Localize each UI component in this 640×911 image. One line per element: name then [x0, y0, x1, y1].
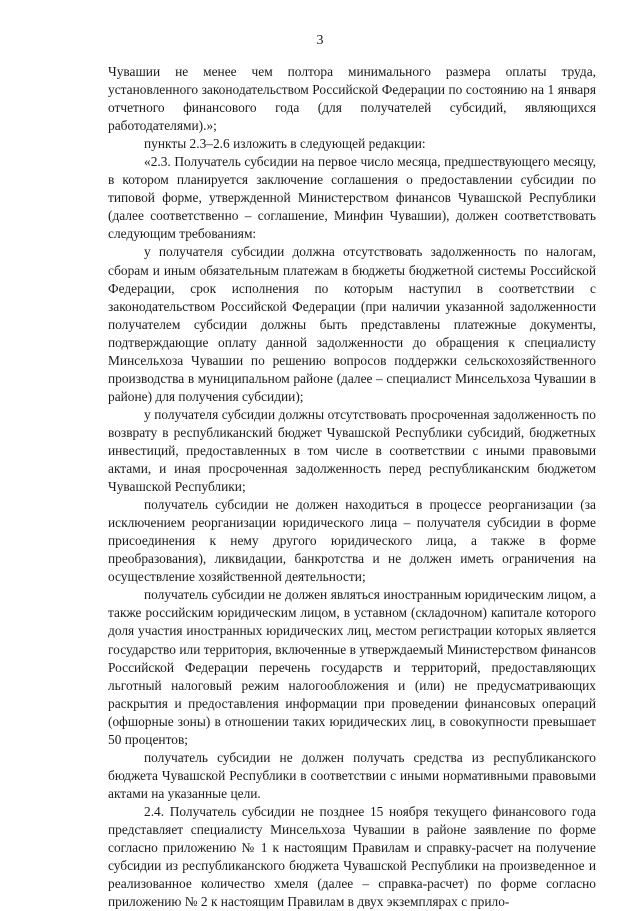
- page-number: 3: [316, 33, 324, 48]
- paragraph-tax-debt-requirement: у получателя субсидии должна отсутствовать задолженность по налогам, сборам и иным обязательным платежам в бюджеты бюджетной системы Российской Федерации, срок исполнения по которым наступил в соответствии с законодательством Российской Федерации (при наличии указанной задолженности получателем субсидии должны быть представлены платежные документы, подтверждающие оплату данной задолженности до обращения к специалисту Минсельхоза Чувашии по решению вопросов поддержки сельскохозяйственного производства в муниципальном районе (далее – специалист Минсельхоза Чувашии в районе) для получения субсидии);: [108, 244, 596, 404]
- paragraph-amendment-intro: пункты 2.3–2.6 изложить в следующей редакции:: [144, 136, 426, 152]
- paragraph-clause-2-4: 2.4. Получатель субсидии не позднее 15 ноября текущего финансового года представляет специалисту Минсельхоза Чувашии в районе заявление по форме согласно приложению № 1 к настоящим Правилам и справку-расчет на получение субсидии из республиканского бюджета Чувашской Республики на произведенное и реализованное количество хмеля (далее – справка-расчет) по форме согласно приложению № 2 к настоящим Правилам в двух экземплярах с прило-: [108, 803, 596, 910]
- paragraph-other-funds-requirement: получатель субсидии не должен получать средства из республиканского бюджета Чувашской Республики в соответствии с иными нормативными правовыми актами на указанные цели.: [108, 749, 596, 801]
- paragraph-overdue-debt-requirement: у получателя субсидии должны отсутствовать просроченная задолженность по возврату в республиканский бюджет Чувашской Республики субсидий, бюджетных инвестиций, предоставленных в том числе в соответствии с иными правовыми актами, и иная просроченная задолженность перед республиканским бюджетом Чувашской Республики;: [108, 406, 596, 495]
- paragraph-foreign-entity-requirement: получатель субсидии не должен являться иностранным юридическим лицом, а также российским юридическим лицом, в уставном (складочном) капитале которого доля участия иностранных юридических лиц, местом регистрации которых является государство или территория, включенные в утверждаемый Министерством финансов Российской Федерации перечень государств и территорий, предоставляющих льготный налоговый режим налогообложения и (или) не предусматривающих раскрытия и предоставления информации при проведении финансовых операций (офшорные зоны) в отношении таких юридических лиц, в совокупности превышает 50 процентов;: [108, 587, 596, 747]
- paragraph-clause-2-3: «2.3. Получатель субсидии на первое число месяца, предшествующего месяцу, в котором планируется заключение соглашения о предоставлении субсидии по типовой форме, утвержденной Министерством финансов Чувашской Республики (далее соответственно – соглашение, Минфин Чувашии), должен соответствовать следующим требованиям:: [108, 154, 596, 242]
- body-text: [108, 63, 596, 911]
- paragraph-reorganization-requirement: получатель субсидии не должен находиться в процессе реорганизации (за исключением реорганизации юридического лица – получателя субсидии в форме присоединения к нему другого юридического лица, а также в форме преобразования), ликвидации, банкротства и не должен иметь ограничения на осуществление хозяйственной деятельности;: [108, 497, 596, 585]
- paragraph-continuation: Чувашии не менее чем полтора минимального размера оплаты труда, установленного законодательством Российской Федерации по состоянию на 1 января отчетного финансового года (для получателей субсидий, являющихся работодателями).»;: [108, 64, 596, 134]
